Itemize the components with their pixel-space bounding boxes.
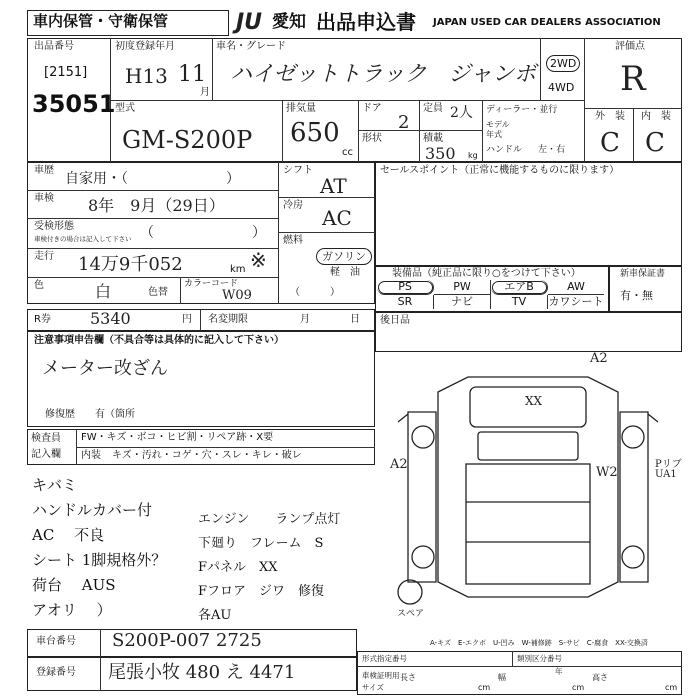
header-association: JAPAN USED CAR DEALERS ASSOCIATION xyxy=(433,17,661,28)
spare-label: スペア xyxy=(397,609,425,619)
remark-right-line: エンジン ランプ点灯 xyxy=(198,512,341,527)
cooling-label: 冷房 xyxy=(283,200,303,211)
dealer-label: ディーラー・並行 xyxy=(486,105,558,115)
fuel-gasoline[interactable]: ガソリン xyxy=(316,248,372,265)
remark-right-line: 下廻り フレーム S xyxy=(198,536,324,551)
equipment-item[interactable]: PS xyxy=(377,280,434,295)
recycle-value: 5340 xyxy=(90,309,131,328)
mileage-value: 14万9千052 xyxy=(78,254,183,275)
plate-value: 尾張小牧 480 え 4471 xyxy=(108,662,296,683)
color-code-value: W09 xyxy=(222,288,252,303)
diagram-mark-rib: PリブUA1 xyxy=(655,459,682,480)
fuel-label: 燃料 xyxy=(283,235,303,246)
notes-text: メーター改ざん xyxy=(42,358,168,379)
remarks-right xyxy=(198,508,378,628)
storage-badge: 車内保管・守衛保管 xyxy=(33,12,169,30)
load-label: 積載 xyxy=(423,133,443,144)
model-name-label: 車名・グレード xyxy=(216,41,286,52)
displacement-label: 排気量 xyxy=(286,103,316,114)
diagram-mark-a2-left: A2 xyxy=(390,457,408,472)
model-name-value: ハイゼットトラック ジャンボ xyxy=(230,62,537,87)
mileage-label: 走行 xyxy=(34,251,54,262)
recycle-label: R券 xyxy=(34,314,51,325)
fuel-other: （ ） xyxy=(290,287,340,298)
recycle-frame xyxy=(27,309,375,331)
width-label: 幅 xyxy=(498,673,506,682)
door-label: ドア xyxy=(362,103,382,114)
inspector-row-2-label: 内装 xyxy=(81,450,101,461)
warranty-label: 新車保証書 xyxy=(620,269,666,279)
handle-label: ハンドル xyxy=(486,145,523,155)
height-unit: cm xyxy=(665,683,678,692)
model-year-label2: 年式 xyxy=(486,130,502,139)
name-change-month: 月 xyxy=(300,314,310,325)
car-damage-diagram xyxy=(378,352,682,622)
model-year-label: モデル xyxy=(486,120,510,129)
model-designation-label: 形式指定番号 xyxy=(362,654,407,663)
equipment-item[interactable]: AW xyxy=(548,280,604,295)
year-label: 年 xyxy=(555,667,563,676)
length-label: 長さ xyxy=(400,673,416,682)
remark-right-line: Fパネル XX xyxy=(198,560,278,575)
lot-code: [2151] xyxy=(44,65,88,80)
exterior-grade: C xyxy=(600,128,620,158)
door-value: 2 xyxy=(398,112,410,133)
color-value: 白 xyxy=(95,282,112,301)
spare-tire-icon xyxy=(398,580,422,604)
diagram-mark-a2-top: A2 xyxy=(590,351,608,366)
remark-left-line: 荷台 AUS xyxy=(32,576,116,594)
equipment-item[interactable]: PW xyxy=(434,280,491,295)
attached-label: 後日品 xyxy=(380,315,410,326)
category-label: 類別区分番号 xyxy=(517,654,562,663)
evaluation-label: 評価点 xyxy=(615,41,645,52)
type-label: 型式 xyxy=(115,103,135,114)
equipment-item[interactable]: TV xyxy=(491,295,548,309)
remark-left-line: ハンドルカバー付 xyxy=(32,501,153,519)
car-history-label: 車歴 xyxy=(34,165,54,176)
header-title: 出品申込書 xyxy=(316,10,416,34)
inspector-label-2: 記入欄 xyxy=(31,449,61,460)
length-unit: cm xyxy=(478,683,491,692)
reception-value: （ ） xyxy=(140,225,266,241)
diagram-mark-w2: W2 xyxy=(596,465,618,480)
lot-number: 35051 xyxy=(32,90,116,118)
evaluation-score: R xyxy=(620,59,646,99)
capacity-value: 2人 xyxy=(450,105,473,121)
equipment-item[interactable]: エアB xyxy=(491,280,548,295)
diagram-mark-xx: XX xyxy=(525,394,543,408)
drive-4wd[interactable]: 4WD xyxy=(548,81,575,94)
width-unit: cm xyxy=(572,683,585,692)
notes-label: 注意事項申告欄（不具合等は具体的に記入して下さい） xyxy=(34,335,284,346)
sales-point-frame xyxy=(375,162,682,266)
first-reg-label: 初度登録年月 xyxy=(115,41,175,52)
shift-value: AT xyxy=(320,174,347,198)
inspector-label-1: 検査員 xyxy=(31,433,61,444)
exterior-label: 外 装 xyxy=(595,111,625,122)
first-reg-month: 11 xyxy=(178,62,206,87)
color-code-label: カラーコード xyxy=(184,279,239,289)
type-value: GM-S200P xyxy=(122,126,253,154)
fuel-diesel[interactable]: 軽 油 xyxy=(330,267,360,278)
cooling-value: AC xyxy=(322,206,352,230)
car-history-value: 自家用・（ ） xyxy=(65,171,240,187)
equipment-label: 装備品（純正品に限り○をつけて下さい） xyxy=(392,268,581,279)
mileage-mark: ※ xyxy=(250,248,267,272)
load-value: 350 xyxy=(425,144,456,163)
reception-label: 受検形態 xyxy=(34,221,74,232)
attached-frame xyxy=(375,312,682,352)
mileage-unit: km xyxy=(230,264,246,275)
shift-label: シフト xyxy=(283,165,313,176)
remark-left-line: AC 不良 xyxy=(32,526,105,544)
cc-unit: cc xyxy=(342,147,353,158)
remark-left-line: アオリ ） xyxy=(32,601,112,619)
color-change-label: 色替 xyxy=(148,287,168,298)
remark-left-line: シート 1脚規格外？ xyxy=(32,551,167,569)
handle-options: 左・右 xyxy=(538,145,566,155)
shape-label: 形状 xyxy=(362,133,382,144)
remark-right-line: 各AU xyxy=(198,608,232,623)
drive-2wd[interactable]: 2WD xyxy=(546,55,580,72)
color-label: 色 xyxy=(34,280,44,291)
lot-label: 出品番号 xyxy=(34,41,74,52)
equipment-grid xyxy=(377,280,607,310)
inspection-value: 8年 9月（29日） xyxy=(88,196,225,215)
cert-label: 車検証明用 xyxy=(362,671,400,680)
inspector-row-2: キズ・汚れ・コゲ・穴・スレ・キレ・破レ xyxy=(112,450,302,461)
first-reg-month-unit: 月 xyxy=(200,87,210,98)
name-change-day: 日 xyxy=(350,314,360,325)
chassis-value: S200P-007 2725 xyxy=(112,630,262,651)
chassis-label: 車台番号 xyxy=(36,636,76,647)
recycle-unit: 円 xyxy=(182,314,192,325)
remark-left-line: キバミ xyxy=(32,476,78,494)
ju-logo: JU xyxy=(236,10,263,35)
first-reg-era: H13 xyxy=(125,64,168,88)
equipment-item[interactable]: カワシート xyxy=(548,295,604,308)
displacement-value: 650 xyxy=(290,118,340,148)
capacity-label: 定員 xyxy=(423,103,443,114)
equipment-item[interactable]: SR xyxy=(377,295,434,309)
cert-size-label: サイズ xyxy=(362,683,384,692)
damage-legend: A-キズ E-エクボ U-凹み W-補修跡 S-サビ C-腐食 XX-交換済 xyxy=(430,639,648,647)
inspector-row-1: FW・キズ・ボコ・ヒビ割・リペア跡・X要 xyxy=(81,432,274,443)
interior-grade: C xyxy=(645,128,665,158)
name-change-label: 名変期限 xyxy=(208,314,248,325)
plate-label: 登録番号 xyxy=(36,667,76,678)
equipment-item[interactable]: ナビ xyxy=(434,295,491,309)
header-aichi: 愛知 xyxy=(272,12,306,32)
interior-label: 内 装 xyxy=(641,111,671,122)
sales-point-label: セールスポイント（正常に機能するものに限ります） xyxy=(380,165,620,176)
kg-unit: kg xyxy=(468,151,478,160)
repair-label: 修復歴 有（箇所 xyxy=(45,409,135,420)
inspection-label: 車検 xyxy=(34,193,54,204)
remark-right-line: Fフロア ジワ 修復 xyxy=(198,584,325,599)
reception-note: 車検付きの場合は記入して下さい xyxy=(34,235,132,243)
remarks-left xyxy=(32,474,212,624)
warranty-value[interactable]: 有・無 xyxy=(620,289,653,302)
height-label: 高さ xyxy=(592,673,608,682)
